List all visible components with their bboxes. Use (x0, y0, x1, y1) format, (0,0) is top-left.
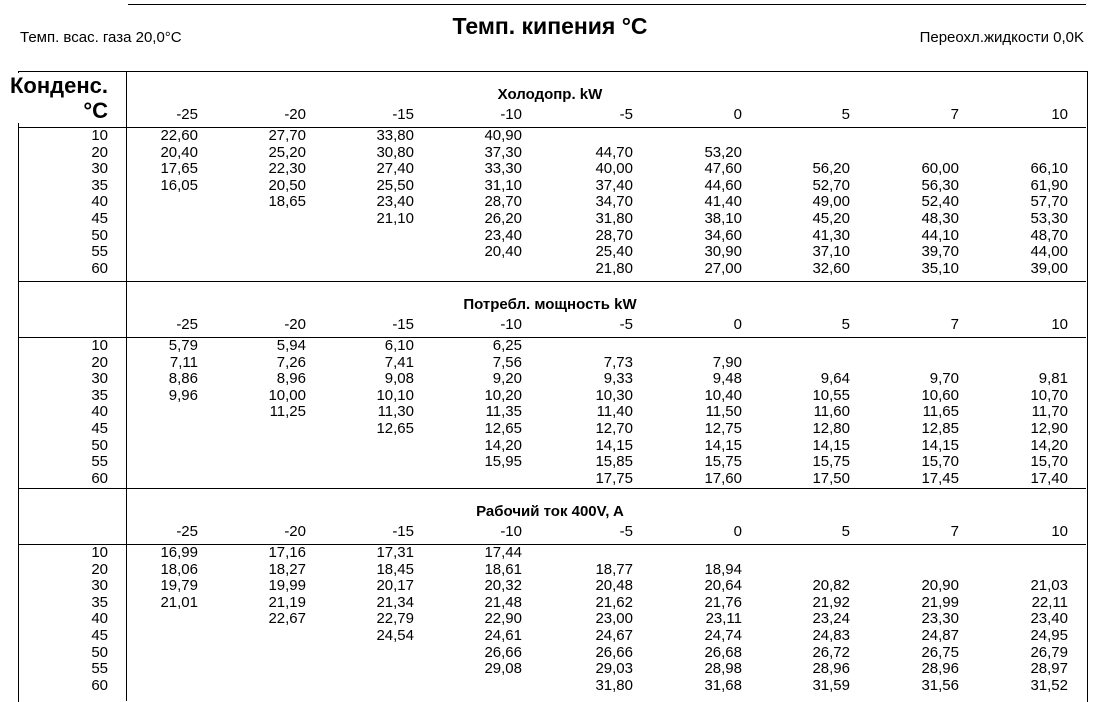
table-cell: 18,65 (268, 193, 306, 211)
table-cell: 31,68 (704, 676, 742, 694)
suction-gas-temp: Темп. всас. газа 20,0°C (20, 29, 182, 46)
table-cell: 26,66 (595, 643, 633, 661)
section-divider (18, 281, 1086, 282)
column-header: -15 (392, 523, 414, 540)
table-cell: 25,20 (268, 143, 306, 161)
column-header: 5 (841, 523, 850, 540)
row-label: 35 (91, 593, 108, 611)
table-cell: 16,99 (160, 544, 198, 561)
table-cell: 23,00 (595, 610, 633, 628)
table-cell: 17,40 (1030, 469, 1068, 487)
table-cell: 25,50 (376, 176, 414, 194)
table-cell: 21,62 (595, 593, 633, 611)
table-cell: 27,00 (704, 259, 742, 277)
table-cell: 26,68 (704, 643, 742, 661)
column-header: -5 (619, 106, 633, 123)
table-cell: 21,99 (921, 593, 959, 611)
table-cell: 9,20 (492, 370, 522, 388)
table-cell: 9,08 (384, 370, 414, 388)
table-cell: 20,40 (484, 243, 522, 261)
table-cell: 19,99 (268, 577, 306, 595)
table-cell: 18,77 (595, 560, 633, 578)
table-cell: 48,70 (1030, 226, 1068, 244)
table-cell: 44,70 (595, 143, 633, 161)
table-cell: 35,10 (921, 259, 959, 277)
table-cell: 14,20 (484, 436, 522, 454)
table-cell: 18,45 (376, 560, 414, 578)
column-header: 7 (950, 106, 959, 123)
table-cell: 17,65 (160, 160, 198, 178)
table-cell: 9,33 (603, 370, 633, 388)
table-cell: 18,61 (484, 560, 522, 578)
table-cell: 11,25 (269, 403, 306, 421)
table-cell: 20,50 (268, 176, 306, 194)
table-cell: 27,70 (268, 127, 306, 144)
column-header: -25 (176, 523, 198, 540)
page-title: Темп. кипения °C (452, 13, 648, 39)
column-header: 5 (841, 316, 850, 333)
table-cell: 15,70 (1030, 453, 1068, 471)
table-cell: 23,24 (812, 610, 850, 628)
column-header: -20 (284, 523, 306, 540)
table-cell: 23,40 (376, 193, 414, 211)
table-cell: 32,60 (812, 259, 850, 277)
table-cell: 10,20 (484, 386, 522, 404)
table-cell: 28,70 (484, 193, 522, 211)
table-cell: 53,20 (704, 143, 742, 161)
column-header: -15 (392, 106, 414, 123)
row-label: 30 (91, 577, 108, 595)
table-cell: 28,96 (921, 660, 959, 678)
table-cell: 39,00 (1030, 259, 1068, 277)
condensing-label-line2: °C (83, 98, 108, 123)
table-cell: 14,15 (704, 436, 742, 454)
liquid-subcooling: Переохл.жидкости 0,0K (919, 29, 1084, 46)
table-cell: 23,40 (1030, 610, 1068, 628)
table-cell: 40,90 (484, 127, 522, 144)
table-cell: 48,30 (921, 210, 959, 227)
row-label: 60 (91, 469, 108, 487)
table-cell: 23,40 (484, 226, 522, 244)
table-cell: 34,60 (704, 226, 742, 244)
table-cell: 24,83 (812, 627, 850, 644)
table-cell: 25,40 (595, 243, 633, 261)
table-cell: 11,60 (813, 403, 850, 421)
table-cell: 41,40 (704, 193, 742, 211)
row-label: 50 (91, 226, 108, 244)
table-cell: 12,65 (376, 420, 414, 437)
column-header: -25 (176, 316, 198, 333)
table-cell: 11,50 (705, 403, 742, 421)
table-cell: 20,64 (704, 577, 742, 595)
table-cell: 12,90 (1030, 420, 1068, 437)
section-title: Холодопр. kW (497, 86, 603, 103)
row-label: 55 (91, 453, 108, 471)
table-cell: 24,95 (1030, 627, 1068, 644)
table-cell: 17,60 (704, 469, 742, 487)
table-cell: 26,79 (1030, 643, 1068, 661)
column-header: 10 (1051, 106, 1068, 123)
table-cell: 10,55 (812, 386, 850, 404)
table-cell: 22,90 (484, 610, 522, 628)
table-cell: 6,25 (492, 337, 522, 354)
table-cell: 21,03 (1030, 577, 1068, 595)
column-header: 0 (733, 523, 742, 540)
table-cell: 21,01 (160, 593, 198, 611)
table-cell: 21,34 (376, 593, 414, 611)
table-cell: 24,61 (484, 627, 522, 644)
table-cell: 10,00 (268, 386, 306, 404)
table-cell: 7,41 (384, 353, 414, 371)
column-header: -15 (392, 316, 414, 333)
table-cell: 16,05 (160, 176, 198, 194)
table-cell: 57,70 (1030, 193, 1068, 211)
table-cell: 49,00 (812, 193, 850, 211)
row-label: 50 (91, 643, 108, 661)
row-label: 45 (91, 210, 108, 227)
table-cell: 39,70 (921, 243, 959, 261)
table-cell: 8,96 (276, 370, 306, 388)
table-cell: 10,40 (704, 386, 742, 404)
row-label: 50 (91, 436, 108, 454)
column-header: -20 (284, 106, 306, 123)
table-cell: 40,00 (595, 160, 633, 178)
row-label: 10 (91, 544, 108, 561)
column-header: 10 (1051, 523, 1068, 540)
table-cell: 9,81 (1038, 370, 1068, 388)
table-cell: 17,16 (268, 544, 306, 561)
table-cell: 21,92 (812, 593, 850, 611)
table-cell: 15,95 (484, 453, 522, 471)
row-label: 55 (91, 660, 108, 678)
table-cell: 10,70 (1030, 386, 1068, 404)
table-cell: 21,76 (704, 593, 742, 611)
table-cell: 31,56 (921, 676, 959, 694)
row-label: 10 (91, 337, 108, 354)
row-label: 30 (91, 160, 108, 178)
table-cell: 28,96 (812, 660, 850, 678)
table-cell: 20,32 (484, 577, 522, 595)
table-cell: 44,10 (921, 226, 959, 244)
table-cell: 11,35 (485, 403, 522, 421)
table-cell: 45,20 (812, 210, 850, 227)
row-label: 40 (91, 403, 108, 421)
table-cell: 5,79 (168, 337, 198, 354)
row-label: 30 (91, 370, 108, 388)
table-cell: 12,65 (484, 420, 522, 437)
table-cell: 33,30 (484, 160, 522, 178)
table-cell: 29,03 (595, 660, 633, 678)
table-cell: 24,54 (376, 627, 414, 644)
section-title: Рабочий ток 400V, A (476, 503, 624, 520)
table-cell: 11,65 (922, 403, 959, 421)
table-cell: 28,97 (1030, 660, 1068, 678)
table-cell: 41,30 (812, 226, 850, 244)
table-cell: 20,17 (376, 577, 414, 595)
table-cell: 9,96 (168, 386, 198, 404)
table-cell: 26,72 (812, 643, 850, 661)
column-header: 7 (950, 316, 959, 333)
table-cell: 15,75 (704, 453, 742, 471)
row-label: 55 (91, 243, 108, 261)
table-cell: 14,15 (812, 436, 850, 454)
table-cell: 9,64 (820, 370, 850, 388)
table-cell: 22,30 (268, 160, 306, 178)
table-cell: 21,19 (268, 593, 306, 611)
row-label: 45 (91, 627, 108, 644)
row-label: 45 (91, 420, 108, 437)
table-cell: 20,40 (160, 143, 198, 161)
table-cell: 20,82 (812, 577, 850, 595)
table-cell: 31,10 (484, 176, 522, 194)
table-cell: 12,85 (921, 420, 959, 437)
table-cell: 29,08 (484, 660, 522, 678)
row-label: 40 (91, 610, 108, 628)
column-header: -10 (500, 316, 522, 333)
table-cell: 11,70 (1031, 403, 1068, 421)
table-cell: 52,40 (921, 193, 959, 211)
table-cell: 17,44 (484, 544, 522, 561)
table-cell: 15,85 (595, 453, 633, 471)
table-cell: 15,70 (921, 453, 959, 471)
column-header: 0 (733, 316, 742, 333)
table-cell: 24,74 (704, 627, 742, 644)
table-cell: 23,30 (921, 610, 959, 628)
table-cell: 19,79 (160, 577, 198, 595)
table-cell: 18,06 (160, 560, 198, 578)
table-cell: 44,60 (704, 176, 742, 194)
table-cell: 22,60 (160, 127, 198, 144)
table-cell: 61,90 (1030, 176, 1068, 194)
row-label: 40 (91, 193, 108, 211)
table-cell: 14,20 (1030, 436, 1068, 454)
column-header: -20 (284, 316, 306, 333)
table-cell: 7,73 (603, 353, 633, 371)
table-cell: 37,10 (812, 243, 850, 261)
row-label: 20 (91, 353, 108, 371)
table-cell: 7,56 (492, 353, 522, 371)
table-cell: 21,80 (595, 259, 633, 277)
table-cell: 10,60 (921, 386, 959, 404)
table-cell: 26,75 (921, 643, 959, 661)
table-cell: 20,90 (921, 577, 959, 595)
table-cell: 24,67 (595, 627, 633, 644)
table-cell: 22,67 (268, 610, 306, 628)
table-cell: 6,10 (384, 337, 414, 354)
table-cell: 24,87 (921, 627, 959, 644)
table-cell: 17,50 (812, 469, 850, 487)
table-cell: 14,15 (921, 436, 959, 454)
table-cell: 53,30 (1030, 210, 1068, 227)
table-cell: 18,27 (268, 560, 306, 578)
table-cell: 56,30 (921, 176, 959, 194)
table-cell: 12,80 (812, 420, 850, 437)
row-label: 10 (91, 127, 108, 144)
table-cell: 47,60 (704, 160, 742, 178)
row-label: 60 (91, 676, 108, 694)
table-cell: 5,94 (276, 337, 306, 354)
row-label: 20 (91, 560, 108, 578)
table-cell: 27,40 (376, 160, 414, 178)
column-header: -10 (500, 523, 522, 540)
column-header: -5 (619, 523, 633, 540)
column-header: 7 (950, 523, 959, 540)
row-label: 20 (91, 143, 108, 161)
table-cell: 33,80 (376, 127, 414, 144)
column-header: -5 (619, 316, 633, 333)
table-cell: 37,30 (484, 143, 522, 161)
table-cell: 37,40 (595, 176, 633, 194)
section-divider (18, 488, 1086, 489)
top-rule (128, 4, 1086, 5)
table-cell: 8,86 (168, 370, 198, 388)
table-cell: 12,70 (595, 420, 633, 437)
table-cell: 7,26 (276, 353, 306, 371)
column-header: 10 (1051, 316, 1068, 333)
table-cell: 18,94 (704, 560, 742, 578)
table-cell: 31,80 (595, 676, 633, 694)
table-cell: 22,79 (376, 610, 414, 628)
table-cell: 30,80 (376, 143, 414, 161)
table-cell: 23,11 (705, 610, 742, 628)
column-header: 5 (841, 106, 850, 123)
row-label: 60 (91, 259, 108, 277)
table-cell: 17,45 (921, 469, 959, 487)
table-cell: 10,30 (595, 386, 633, 404)
table-cell: 20,48 (595, 577, 633, 595)
table-cell: 28,70 (595, 226, 633, 244)
row-label: 35 (91, 386, 108, 404)
table-cell: 10,10 (376, 386, 414, 404)
table-cell: 9,70 (929, 370, 959, 388)
table-cell: 11,30 (377, 403, 414, 421)
table-cell: 31,59 (812, 676, 850, 694)
table-cell: 7,11 (169, 353, 198, 371)
table-cell: 14,15 (595, 436, 633, 454)
table-cell: 12,75 (704, 420, 742, 437)
table-cell: 52,70 (812, 176, 850, 194)
table-cell: 31,52 (1030, 676, 1068, 694)
table-cell: 9,48 (712, 370, 742, 388)
table-cell: 28,98 (704, 660, 742, 678)
column-header: 0 (733, 106, 742, 123)
row-label: 35 (91, 176, 108, 194)
table-cell: 26,66 (484, 643, 522, 661)
table-cell: 38,10 (704, 210, 742, 227)
table-cell: 7,90 (712, 353, 742, 371)
table-cell: 34,70 (595, 193, 633, 211)
table-cell: 17,31 (376, 544, 414, 561)
table-cell: 30,90 (704, 243, 742, 261)
section-title: Потребл. мощность kW (463, 296, 637, 313)
row-label-divider (126, 71, 127, 701)
column-header: -10 (500, 106, 522, 123)
table-cell: 66,10 (1030, 160, 1068, 178)
table-cell: 11,40 (596, 403, 633, 421)
table-cell: 31,80 (595, 210, 633, 227)
table-cell: 22,11 (1031, 593, 1068, 611)
table-cell: 17,75 (595, 469, 633, 487)
condensing-label-line1: Конденс. (10, 73, 108, 98)
table-cell: 26,20 (484, 210, 522, 227)
table-cell: 21,10 (376, 210, 414, 227)
table-cell: 56,20 (812, 160, 850, 178)
table-cell: 44,00 (1030, 243, 1068, 261)
column-header: -25 (176, 106, 198, 123)
table-cell: 21,48 (484, 593, 522, 611)
table-cell: 60,00 (921, 160, 959, 178)
table-cell: 15,75 (812, 453, 850, 471)
